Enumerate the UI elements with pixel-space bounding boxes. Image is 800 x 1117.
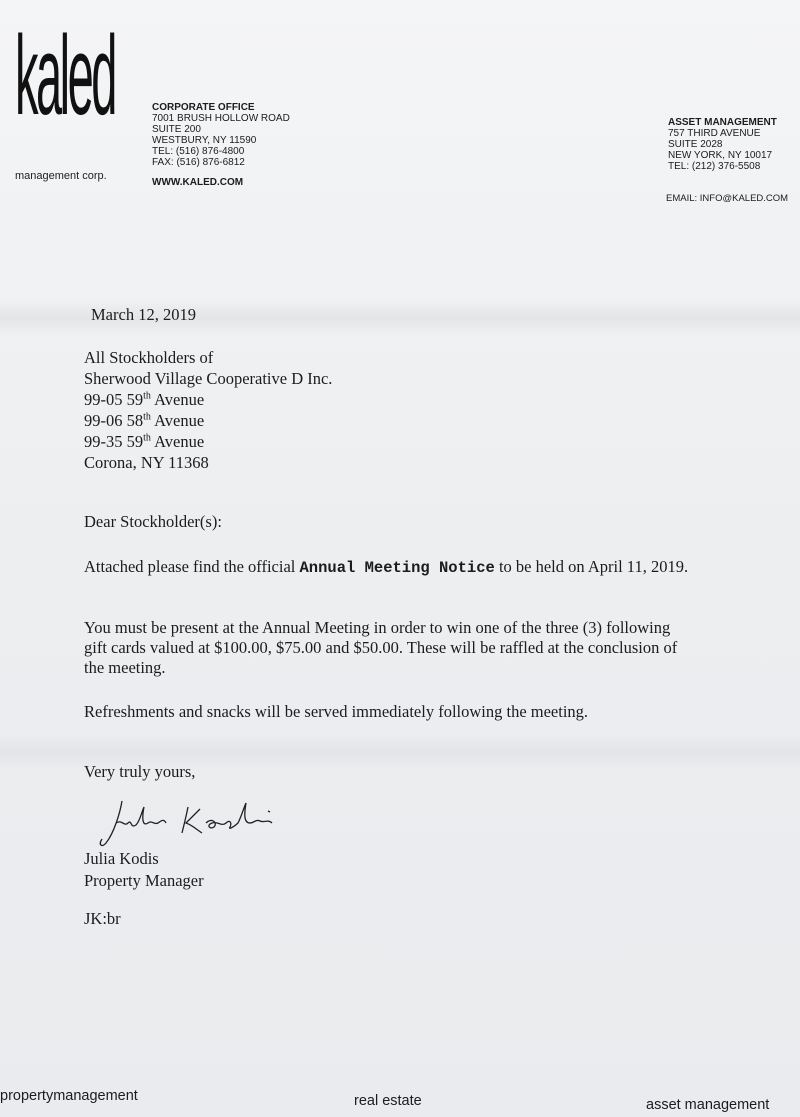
paragraph-raffle: You must be present at the Annual Meeting in order to win one of the three (3) following gift cards valued at $100.00, $75.00 and $50.00. These will be raffled at the conclusion of the meeting. — [84, 618, 678, 677]
ordinal-suffix: th — [143, 432, 151, 444]
ordinal-suffix: th — [143, 411, 151, 423]
recipient-line: All Stockholders of — [84, 348, 214, 367]
footer-real-estate: real estate — [354, 1093, 422, 1109]
footer-asset-management: asset management — [646, 1097, 770, 1113]
logo-wordmark: kaled — [15, 13, 115, 138]
company-website: WWW.KALED.COM — [152, 177, 244, 188]
paragraph-refreshments: Refreshments and snacks will be served immediately following the meeting. — [84, 702, 589, 721]
handwritten-signature — [92, 793, 312, 851]
street-name: Avenue — [150, 411, 205, 430]
paragraph-text: Attached please find the official — [84, 557, 300, 576]
recipient-street — [84, 431, 332, 452]
corporate-office-line: 7001 BRUSH HOLLOW ROAD — [152, 113, 290, 124]
letter-date: March 12, 2019 — [91, 305, 196, 324]
street-number: 99-35 59 — [84, 432, 144, 451]
asset-management-title: ASSET MANAGEMENT — [668, 117, 777, 128]
recipient-city: Corona, NY 11368 — [84, 453, 209, 472]
corporate-office-block — [152, 102, 290, 168]
signer-title: Property Manager — [84, 871, 204, 890]
paragraph-meeting-notice — [84, 557, 694, 578]
asset-management-block — [668, 117, 777, 172]
closing: Very truly yours, — [84, 762, 196, 781]
asset-management-line: SUITE 2028 — [668, 139, 723, 150]
reference-initials: JK:br — [84, 909, 121, 928]
ordinal-suffix: th — [143, 390, 151, 402]
asset-management-line: NEW YORK, NY 10017 — [668, 150, 773, 161]
corporate-office-line: FAX: (516) 876-6812 — [152, 157, 245, 168]
recipient-line: Sherwood Village Cooperative D Inc. — [84, 369, 333, 388]
logo-tagline: management corp. — [15, 170, 107, 182]
footer-property-management: propertymanagement — [0, 1088, 138, 1104]
corporate-office-line: WESTBURY, NY 11590 — [152, 135, 257, 146]
street-number: 99-05 59 — [84, 390, 144, 409]
recipient-street — [84, 389, 332, 410]
notice-title-bold: Annual Meeting Notice — [299, 559, 495, 577]
paragraph-text: to be held on April 11, 2019. — [494, 557, 689, 576]
corporate-office-line: SUITE 200 — [152, 124, 201, 135]
recipient-street — [84, 410, 332, 431]
asset-management-line: TEL: (212) 376-5508 — [668, 161, 761, 172]
street-name: Avenue — [150, 390, 205, 409]
salutation: Dear Stockholder(s): — [84, 512, 222, 531]
corporate-office-title: CORPORATE OFFICE — [152, 102, 255, 113]
company-email: EMAIL: INFO@KALED.COM — [666, 193, 789, 204]
asset-management-line: 757 THIRD AVENUE — [668, 128, 761, 139]
corporate-office-line: TEL: (516) 876-4800 — [152, 146, 245, 157]
street-name: Avenue — [150, 432, 205, 451]
signer-name: Julia Kodis — [84, 849, 159, 868]
street-number: 99-06 58 — [84, 411, 144, 430]
recipient-address — [84, 347, 332, 473]
